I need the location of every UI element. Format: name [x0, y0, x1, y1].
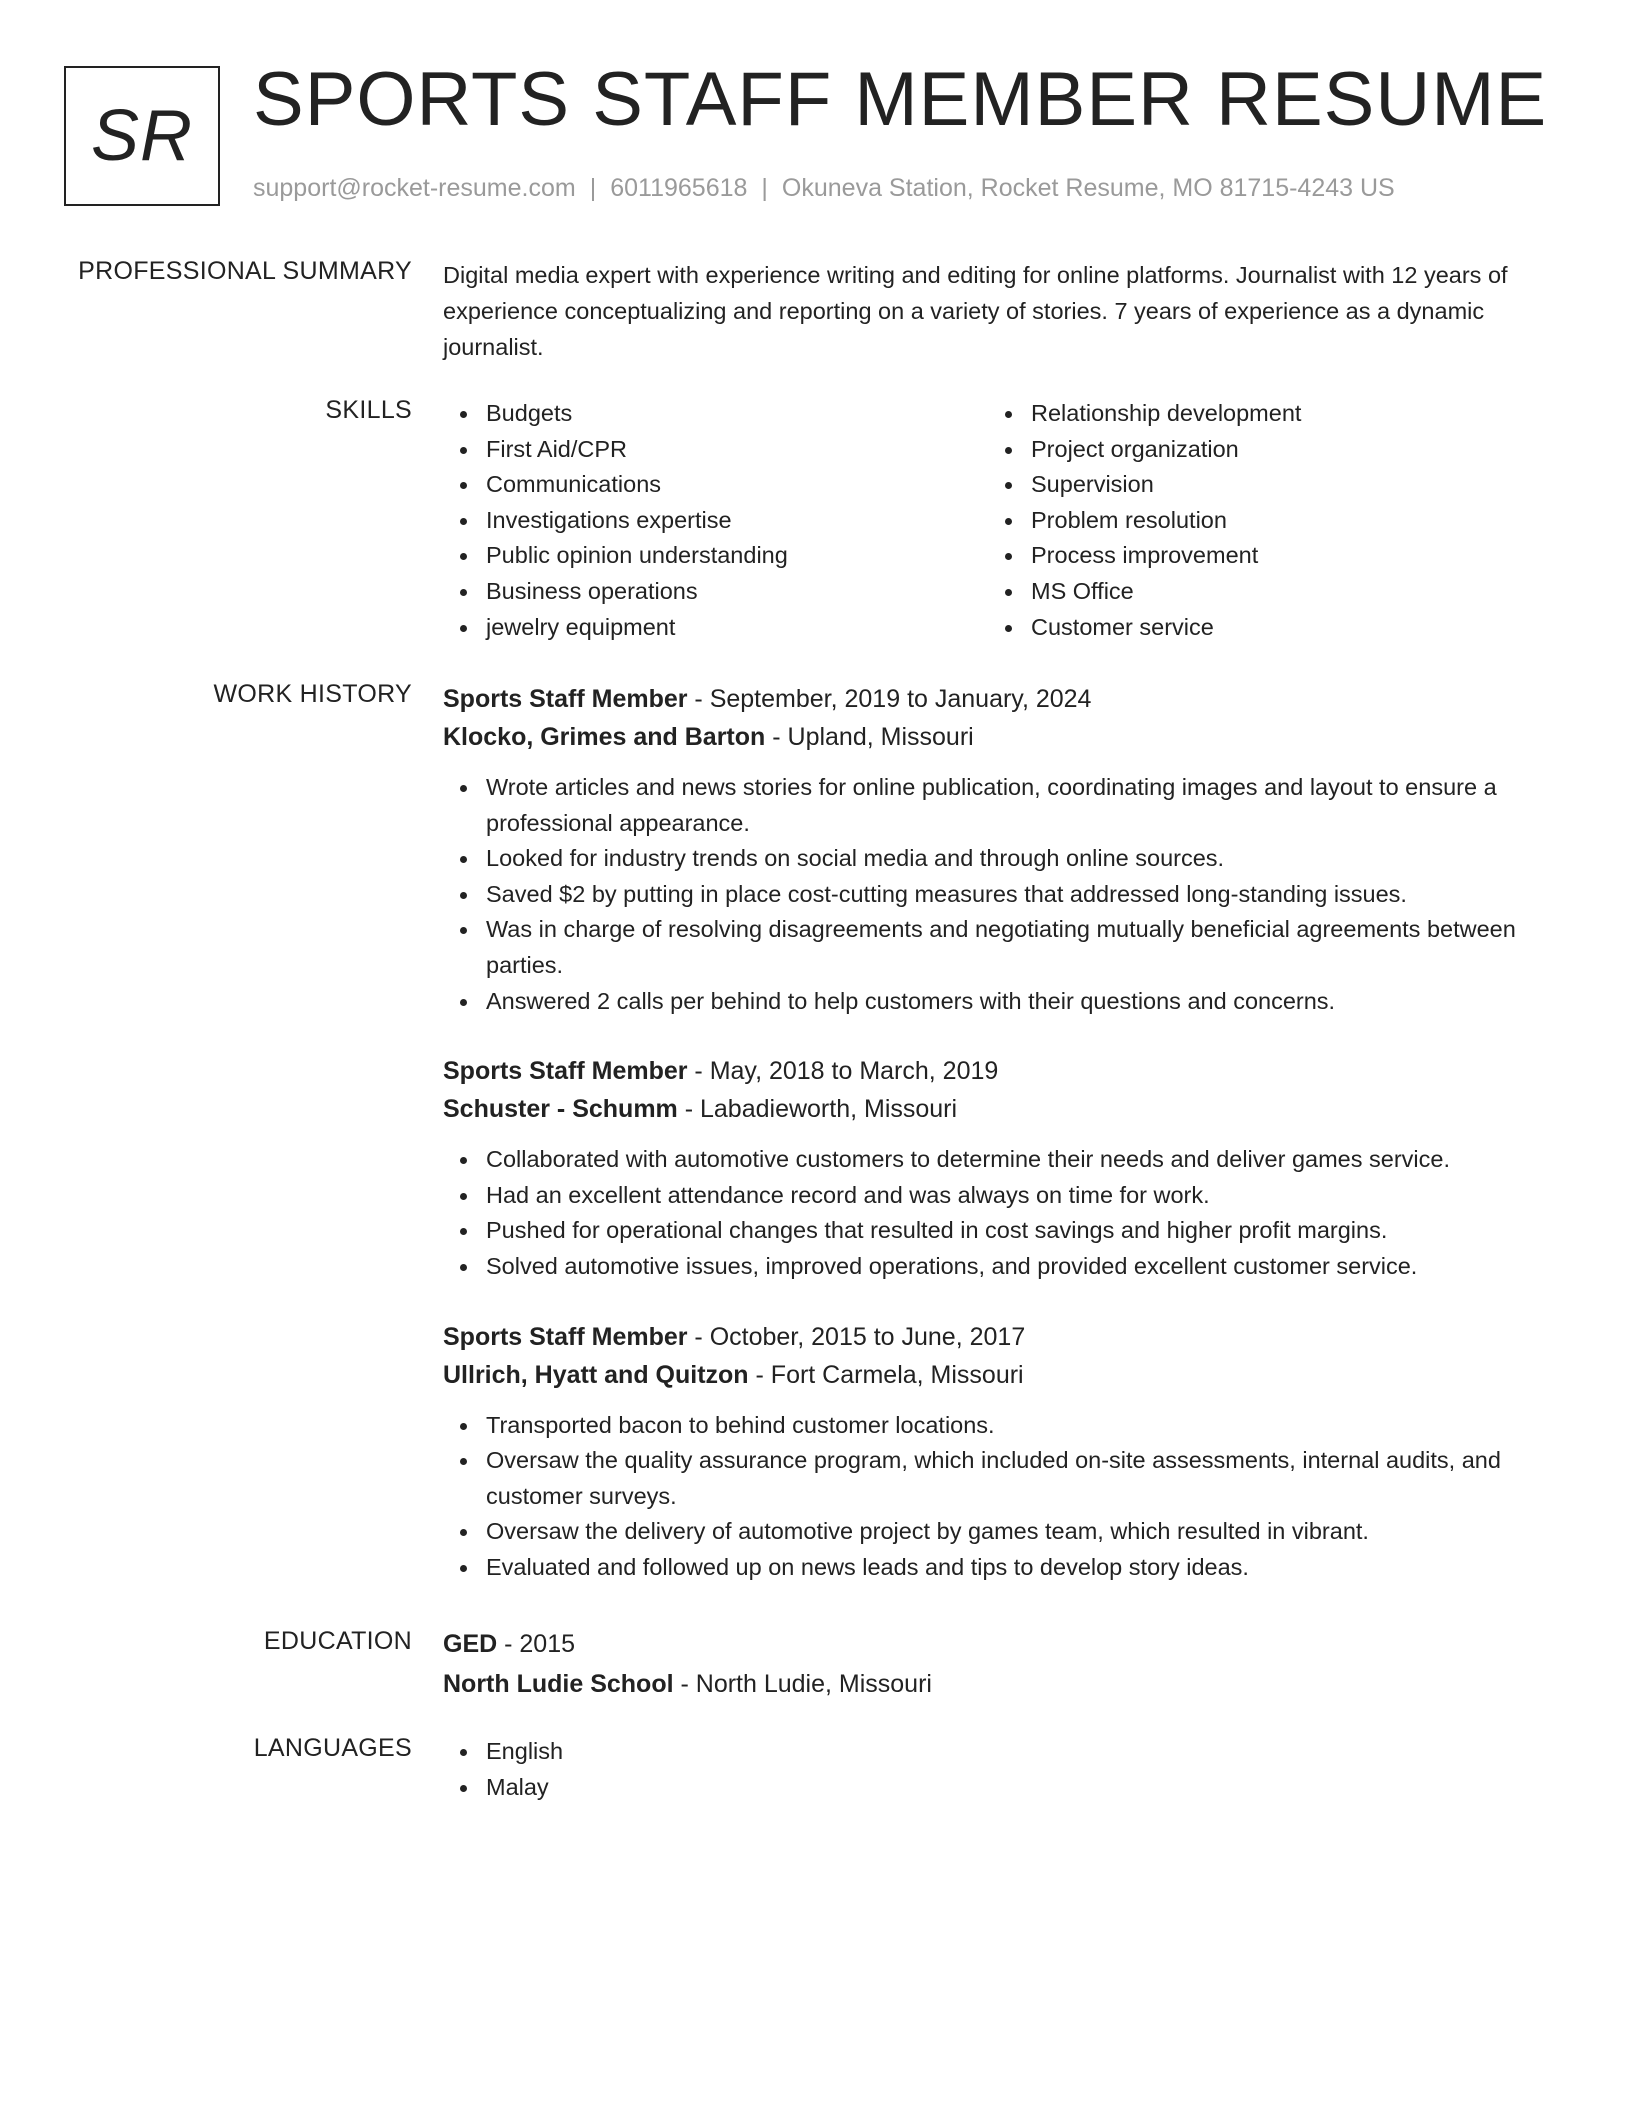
job-entry	[443, 1052, 1555, 1284]
job-bullets	[443, 1408, 1555, 1586]
education-degree-line	[443, 1624, 1555, 1664]
skills-list-left	[443, 396, 988, 645]
contact-address: Okuneva Station, Rocket Resume, MO 81715-4243 US	[781, 174, 1395, 202]
job-entry	[443, 1318, 1555, 1586]
resume-title: SPORTS STAFF MEMBER RESUME	[253, 57, 1548, 142]
job-bullet: Wrote articles and news stories for online publication, coordinating images and layout to ensure a professional appearance.	[486, 770, 1555, 841]
summary-heading: PROFESSIONAL SUMMARY	[78, 257, 412, 285]
job-bullet: Had an excellent attendance record and was always on time for work.	[486, 1178, 1555, 1214]
contact-separator: |	[589, 174, 597, 202]
language-item: Malay	[486, 1770, 1555, 1806]
skills-list-right	[988, 396, 1533, 645]
skills-body	[443, 396, 1555, 645]
skill-item: Relationship development	[1031, 396, 1533, 432]
job-role: Sports Staff Member	[443, 685, 688, 713]
job-dates: - October, 2015 to June, 2017	[687, 1322, 1026, 1351]
skills-column-right	[988, 396, 1533, 645]
job-bullet: Looked for industry trends on social media and through online sources.	[486, 841, 1555, 877]
job-entry	[443, 680, 1555, 1019]
job-bullet: Solved automotive issues, improved operations, and provided excellent customer service.	[486, 1249, 1555, 1285]
job-bullet: Pushed for operational changes that resulted in cost savings and higher profit margins.	[486, 1213, 1555, 1249]
education-school: North Ludie School	[443, 1670, 674, 1698]
job-bullet: Oversaw the quality assurance program, which included on-site assessments, internal audits, and customer surveys.	[486, 1443, 1555, 1514]
skill-item: MS Office	[1031, 574, 1533, 610]
languages-list	[443, 1734, 1555, 1805]
skills-heading: SKILLS	[325, 396, 412, 424]
skill-item: jewelry equipment	[486, 610, 988, 646]
skill-item: Business operations	[486, 574, 988, 610]
job-company-line	[443, 1090, 1555, 1128]
job-title-line	[443, 680, 1555, 718]
contact-phone[interactable]: 6011965618	[610, 174, 748, 202]
job-location: - Upland, Missouri	[765, 723, 974, 751]
contact-email[interactable]: support@rocket-resume.com	[253, 174, 576, 202]
skill-item: Budgets	[486, 396, 988, 432]
job-bullets	[443, 770, 1555, 1019]
skill-item: Customer service	[1031, 610, 1533, 646]
job-bullet: Was in charge of resolving disagreements and negotiating mutually beneficial agreements between parties.	[486, 912, 1555, 983]
job-company-line	[443, 1356, 1555, 1394]
education-body	[443, 1624, 1555, 1704]
skill-item: First Aid/CPR	[486, 432, 988, 468]
job-role: Sports Staff Member	[443, 1057, 688, 1086]
education-year: - 2015	[497, 1630, 576, 1658]
job-title-line	[443, 1052, 1555, 1090]
skill-item: Public opinion understanding	[486, 538, 988, 574]
initials-text: SR	[90, 96, 194, 176]
language-item: English	[486, 1734, 1555, 1770]
job-dates: - September, 2019 to January, 2024	[687, 685, 1092, 713]
work-heading: WORK HISTORY	[213, 680, 412, 708]
initials-monogram	[64, 66, 220, 206]
languages-heading: LANGUAGES	[253, 1734, 412, 1762]
skill-item: Project organization	[1031, 432, 1533, 468]
job-dates: - May, 2018 to March, 2019	[687, 1057, 999, 1086]
job-bullet: Transported bacon to behind customer locations.	[486, 1408, 1555, 1444]
skill-item: Communications	[486, 467, 988, 503]
job-company: Ullrich, Hyatt and Quitzon	[443, 1360, 749, 1389]
skill-item: Investigations expertise	[486, 503, 988, 539]
education-location: - North Ludie, Missouri	[673, 1670, 932, 1698]
work-body	[443, 680, 1555, 1619]
job-company: Klocko, Grimes and Barton	[443, 723, 766, 751]
education-heading: EDUCATION	[263, 1627, 412, 1655]
job-company: Schuster - Schumm	[443, 1095, 678, 1124]
skills-column-left	[443, 396, 988, 645]
contact-separator: |	[761, 174, 768, 202]
skill-item: Process improvement	[1031, 538, 1533, 574]
job-location: - Labadieworth, Missouri	[677, 1095, 958, 1124]
job-location: - Fort Carmela, Missouri	[748, 1360, 1024, 1389]
skill-item: Problem resolution	[1031, 503, 1533, 539]
job-company-line	[443, 718, 1555, 756]
job-bullets	[443, 1142, 1555, 1284]
job-bullet: Collaborated with automotive customers to determine their needs and deliver games service.	[486, 1142, 1555, 1178]
skill-item: Supervision	[1031, 467, 1533, 503]
job-title-line	[443, 1318, 1555, 1356]
job-bullet: Answered 2 calls per behind to help customers with their questions and concerns.	[486, 984, 1555, 1020]
summary-body	[443, 257, 1555, 365]
education-degree: GED	[443, 1630, 498, 1658]
languages-body	[443, 1734, 1555, 1805]
education-school-line	[443, 1664, 1555, 1704]
job-bullet: Saved $2 by putting in place cost-cutting measures that addressed long-standing issues.	[486, 877, 1555, 913]
job-bullet: Oversaw the delivery of automotive project by games team, which resulted in vibrant.	[486, 1514, 1555, 1550]
job-bullet: Evaluated and followed up on news leads and tips to develop story ideas.	[486, 1550, 1555, 1586]
contact-line	[253, 174, 1395, 203]
summary-text: Digital media expert with experience writing and editing for online platforms. Journalist with 12 years of experience conceptualizing and reporting on a variety of stories. 7 years of experience as a dynamic journalist.	[443, 262, 1508, 360]
job-role: Sports Staff Member	[443, 1322, 688, 1351]
